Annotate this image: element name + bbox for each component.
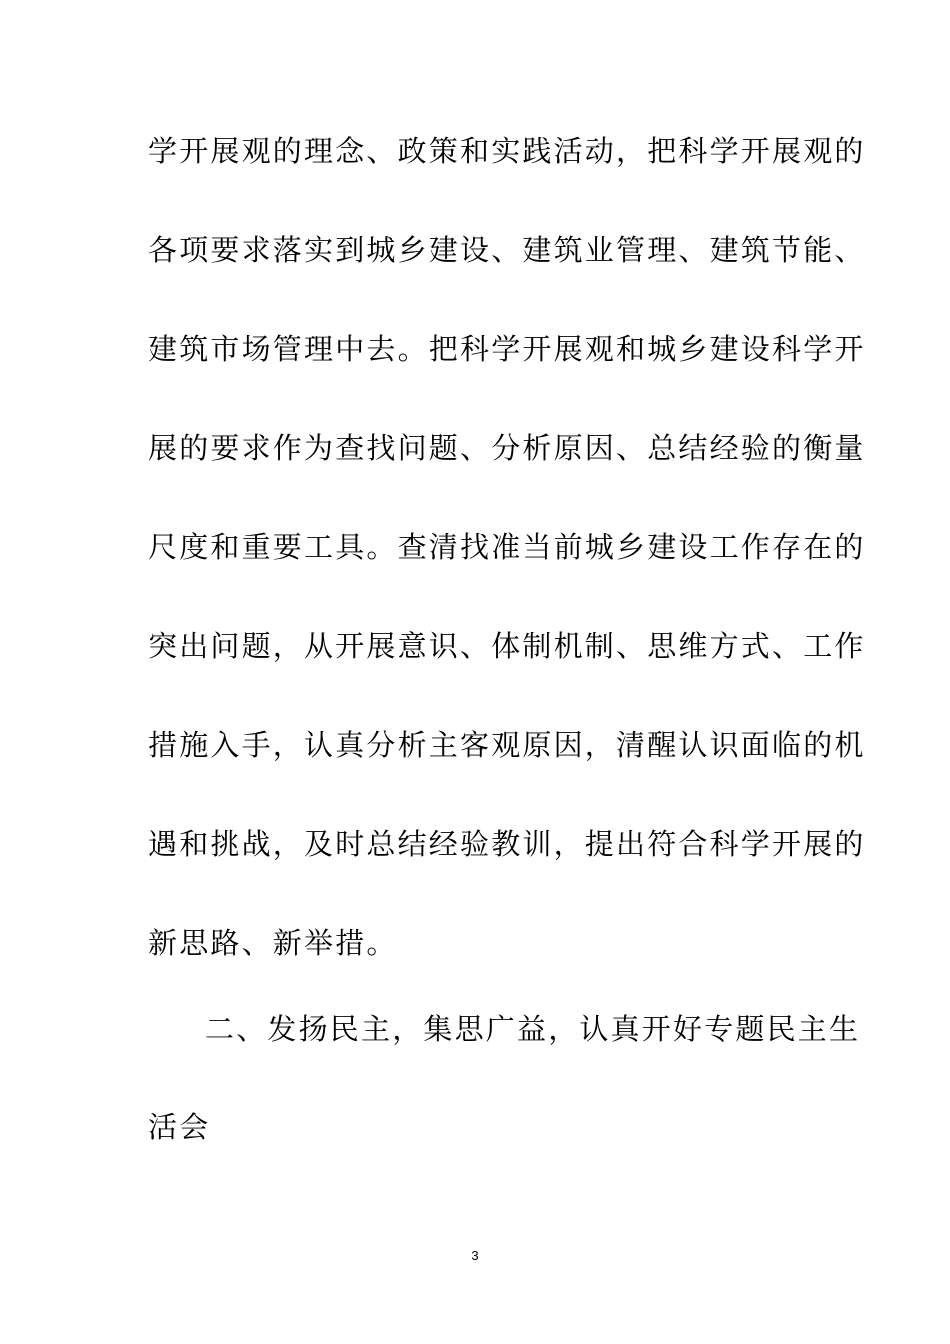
body-text-line: 突出问题，从开展意识、体制机制、思维方式、工作 (148, 629, 866, 663)
section-heading-line: 二、发扬民主，集思广益，认真开好专题民主生 (205, 1012, 861, 1046)
body-text-line: 措施入手，认真分析主客观原因，清醒认识面临的机 (148, 728, 866, 762)
body-text-line: 新思路、新举措。 (148, 926, 398, 960)
body-text-line: 各项要求落实到城乡建设、建筑业管理、建筑节能、 (148, 233, 866, 267)
section-heading-line: 活会 (148, 1110, 211, 1144)
body-text-line: 学开展观的理念、政策和实践活动，把科学开展观的 (148, 134, 866, 168)
body-text-line: 尺度和重要工具。查清找准当前城乡建设工作存在的 (148, 530, 866, 564)
body-text-line: 建筑市场管理中去。把科学开展观和城乡建设科学开 (148, 332, 866, 366)
page-number: 3 (471, 1248, 479, 1263)
body-text-line: 展的要求作为查找问题、分析原因、总结经验的衡量 (148, 431, 866, 465)
body-text-line: 遇和挑战，及时总结经验教训，提出符合科学开展的 (148, 827, 866, 861)
